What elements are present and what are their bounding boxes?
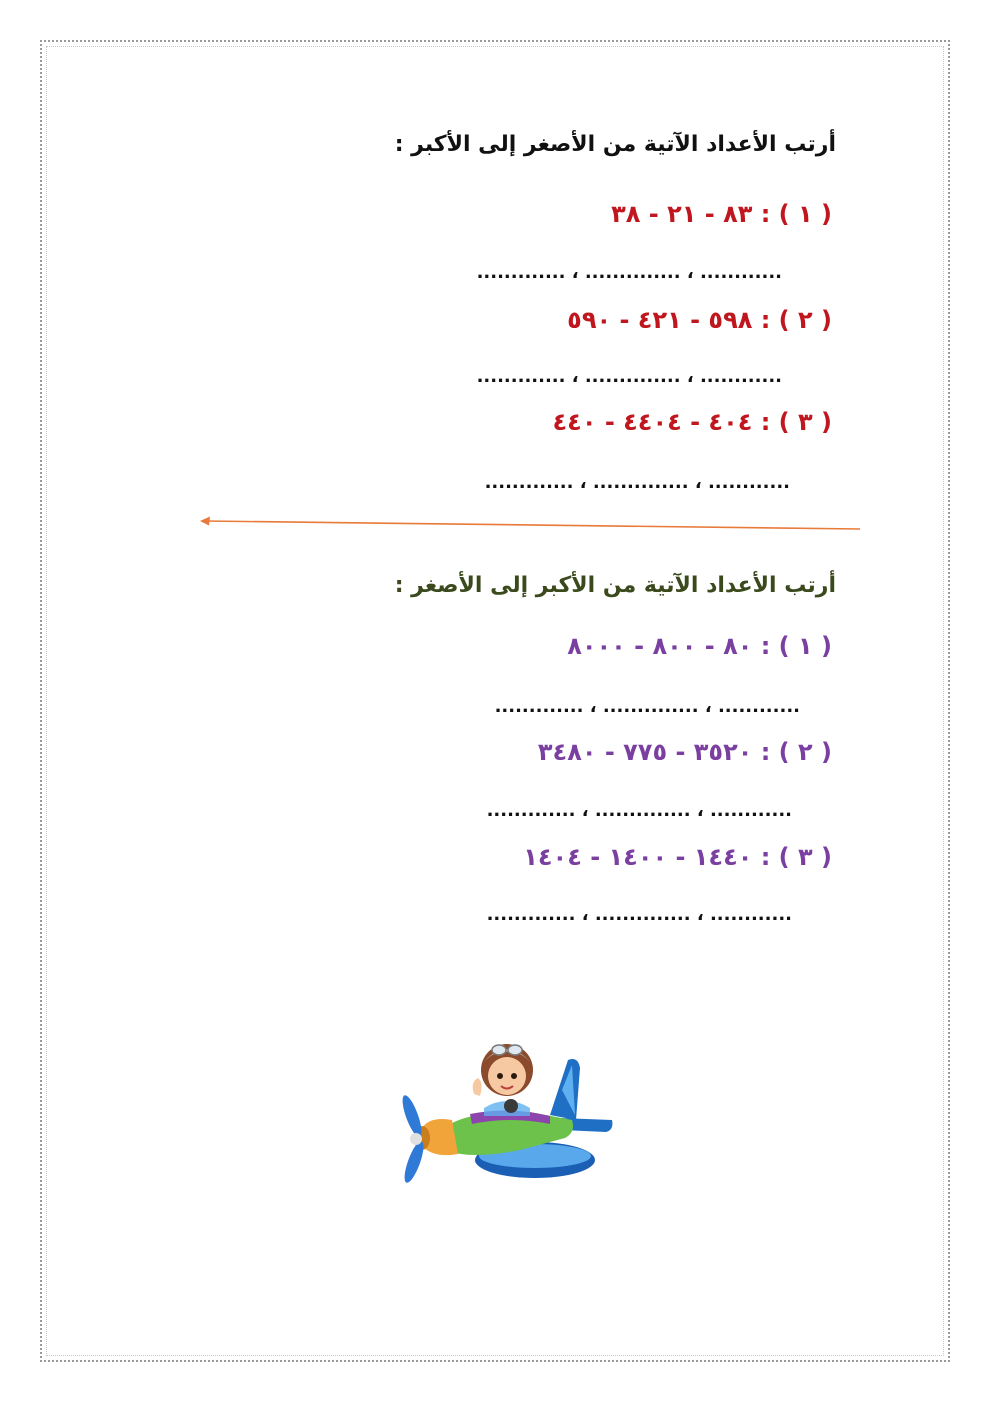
section2-problem-1: ( ١ ) : ٨٠ - ٨٠٠ - ٨٠٠٠: [567, 632, 832, 660]
section2-answer-3[interactable]: ............ ، .............. ، .............: [486, 904, 792, 925]
divider-arrow-icon: [200, 515, 862, 535]
section1-problem-2: ( ٢ ) : ٥٩٨ - ٤٢١ - ٥٩٠: [567, 306, 832, 334]
section2-answer-2[interactable]: ............ ، .............. ، .............: [486, 800, 792, 821]
girl-pilot-airplane-icon: [400, 1020, 620, 1195]
section1-answer-2[interactable]: ............ ، .............. ، .............: [476, 366, 782, 387]
section1-problem-1: ( ١ ) : ٨٣ - ٢١ - ٣٨: [611, 200, 832, 228]
section1-answer-1[interactable]: ............ ، .............. ، .............: [476, 262, 782, 283]
section2-problem-3: ( ٣ ) : ١٤٤٠ - ١٤٠٠ - ١٤٠٤: [523, 843, 832, 871]
section1-heading: أرتب الأعداد الآتية من الأصغر إلى الأكبر :: [394, 132, 836, 157]
section2-answer-1[interactable]: ............ ، .............. ، .............: [494, 696, 800, 717]
section2-heading: أرتب الأعداد الآتية من الأكبر إلى الأصغر :: [394, 573, 836, 598]
section2-problem-2: ( ٢ ) : ٣٥٢٠ - ٧٧٥ - ٣٤٨٠: [537, 738, 832, 766]
section1-answer-3[interactable]: ............ ، .............. ، .............: [484, 472, 790, 493]
section1-problem-3: ( ٣ ) : ٤٠٤ - ٤٤٠٤ - ٤٤٠: [552, 408, 832, 436]
